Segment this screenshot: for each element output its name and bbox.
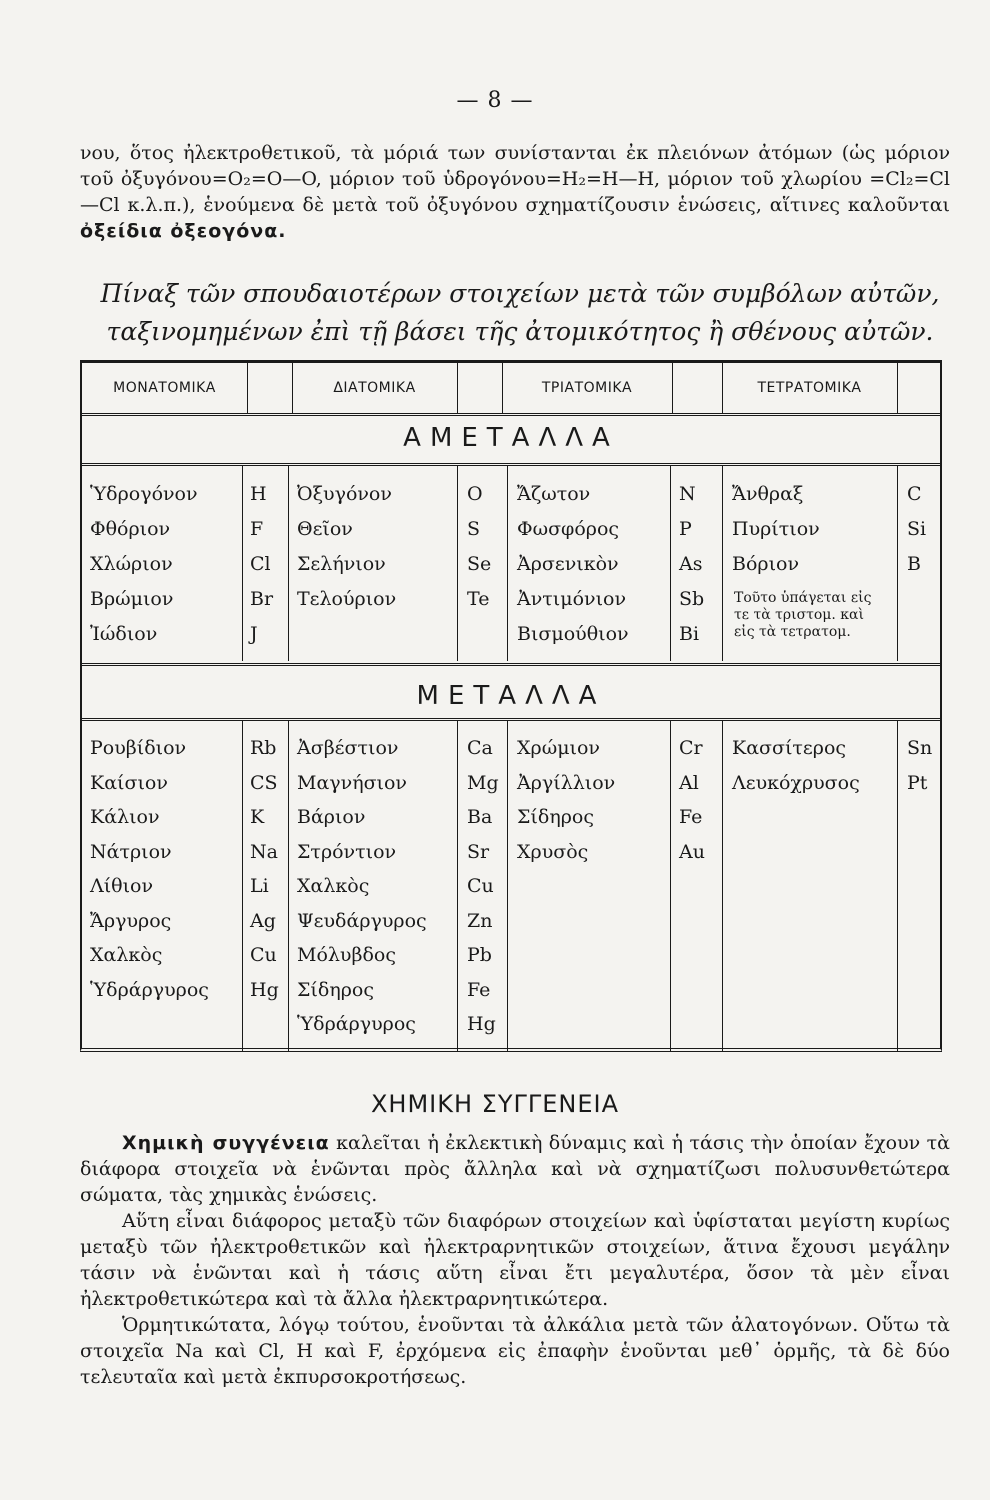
element-name: Ἀργίλλιον <box>517 771 616 794</box>
element-name: Ἄργυρος <box>90 909 172 932</box>
column-divider <box>722 721 723 1051</box>
element-name: Ἀντιμόνιον <box>517 588 627 610</box>
header-divider <box>292 363 293 413</box>
element-name: Ἰώδιον <box>90 623 158 645</box>
element-symbol: Na <box>250 840 278 863</box>
table-title-line-2: ταξινομημένων ἐπὶ τῇ βάσει τῆς ἀτομικότητος ἢ σθένους αὐτῶν. <box>106 317 934 346</box>
element-symbol: C <box>907 483 922 505</box>
element-symbol: P <box>679 518 692 540</box>
element-name: Κασσίτερος <box>732 737 847 759</box>
element-symbol: S <box>467 518 481 540</box>
element-symbol: Au <box>679 840 705 863</box>
element-symbol: F <box>250 518 264 540</box>
element-name: Φθόριον <box>90 518 171 540</box>
element-symbol: As <box>679 553 703 575</box>
element-symbol: Mg <box>467 771 499 794</box>
table-header-row <box>82 363 940 416</box>
tetratomic-note-line: εἰς τὰ τετρατομ. <box>734 624 851 640</box>
column-divider <box>288 721 289 1051</box>
paragraph-1 <box>80 1130 950 1208</box>
paragraph-1-term: Χημικὴ συγγένεια <box>122 1132 330 1154</box>
element-symbol: Hg <box>467 1013 496 1035</box>
element-name: Χρυσὸς <box>517 840 589 863</box>
intro-text: νου, ὅτος ἠλεκτροθετικοῦ, τὰ μόριά των συνίστανται ἐκ πλειόνων ἀτόμων (ὡς μόριον τοῦ ὀξυγόνου=O₂=O—O, μόριον τοῦ ὑδρογόνου=H₂=H—H, μόριον τοῦ χλωρίου =Cl₂=Cl—Cl κ.λ.π.), ἑνούμενα δὲ μετὰ τοῦ ὀξυγόνου σχηματίζουσιν ἑνώσεις, αἵτινες καλοῦνται <box>80 142 950 216</box>
header-divider <box>457 363 458 413</box>
section-heading: ΧΗΜΙΚΗ ΣΥΓΓΕΝΕΙΑ <box>370 1090 620 1118</box>
column-divider <box>242 466 243 661</box>
tetratomic-note-line: Τοῦτο ὑπάγεται εἰς <box>734 590 872 606</box>
intro-paragraph <box>80 140 950 244</box>
element-symbol: Zn <box>467 909 493 932</box>
header-monatomic: ΜΟΝΑΤΟΜΙΚΑ <box>113 380 216 396</box>
page-number: — 8 — <box>456 88 534 113</box>
element-name: Στρόντιον <box>297 840 397 863</box>
element-name: Ἄζωτον <box>517 483 591 505</box>
element-symbol: Se <box>467 553 492 575</box>
element-name: Ὑδράργυρος <box>297 1013 416 1035</box>
column-divider <box>897 721 898 1051</box>
column-divider <box>242 721 243 1051</box>
element-symbol: O <box>467 483 483 505</box>
element-symbol: B <box>907 553 921 575</box>
element-name: Ὀξυγόνον <box>297 483 392 505</box>
element-symbol: Sn <box>907 737 933 759</box>
element-symbol: Al <box>679 771 699 794</box>
paragraph-3: Ὁρμητικώτατα, λόγῳ τούτου, ἑνοῦνται τὰ ἀλκάλια μετὰ τῶν ἀλατογόνων. Οὕτω τὰ στοιχεῖα Na καὶ Cl, H καὶ F, ἐρχόμενα εἰς ἐπαφὴν ἑνοῦνται μεθ᾽ ὁρμῆς, τὰ δὲ δύο τελευταῖα καὶ μετὰ ἐκπυρσοκροτήσεως. <box>80 1314 950 1388</box>
element-name: Θεῖον <box>297 518 353 540</box>
element-symbol: H <box>250 483 267 505</box>
element-symbol: Pt <box>907 771 928 794</box>
element-symbol: Bi <box>679 623 700 645</box>
element-name: Ἀσβέστιον <box>297 737 399 759</box>
element-symbol: Fe <box>467 978 491 1001</box>
column-divider <box>722 466 723 661</box>
header-divider <box>502 363 503 413</box>
element-symbol: Te <box>467 588 490 610</box>
element-name: Νάτριον <box>90 840 172 863</box>
element-name: Ρουβίδιον <box>90 737 187 759</box>
element-symbol: Br <box>250 588 274 610</box>
table-title <box>100 275 940 351</box>
element-symbol: Sb <box>679 588 705 610</box>
metals-separator <box>82 718 940 721</box>
element-symbol: Cl <box>250 553 271 575</box>
intro-bold-term: ὀξείδια ὀξεογόνα. <box>80 220 287 242</box>
column-divider <box>457 721 458 1051</box>
element-symbol: J <box>250 623 258 645</box>
element-name: Βρώμιον <box>90 588 174 610</box>
table-title-line-1: Πίναξ τῶν σπουδαιοτέρων στοιχείων μετὰ τῶν συμβόλων αὐτῶν, <box>100 279 940 308</box>
element-symbol: Si <box>907 518 927 540</box>
header-divider <box>672 363 673 413</box>
element-name: Χαλκὸς <box>297 875 370 897</box>
paragraph-2: Αὕτη εἶναι διάφορος μεταξὺ τῶν διαφόρων στοιχείων καὶ ὑφίσταται μεγίστη κυρίως μεταξὺ τῶν ἠλεκτροθετικῶν καὶ ἠλεκτραρνητικῶν στοιχείων, ἅτινα ἔχουσι μεγάλην τάσιν νὰ ἑνῶνται καὶ ἡ τάσις αὕτη εἶναι ἔτι μεγαλυτέρα, ὅσον τὰ μὲν εἶναι ἠλεκτροθετικώτερα καὶ τὰ ἄλλα ἠλεκτραρνητικώτερα. <box>80 1210 950 1310</box>
element-symbol: Sr <box>467 840 490 863</box>
tetratomic-note-line: τε τὰ τριστομ. καὶ <box>734 607 864 623</box>
element-name: Λευκόχρυσος <box>732 771 860 794</box>
column-divider <box>507 466 508 661</box>
element-symbol: Cu <box>467 875 494 897</box>
element-name: Σελήνιον <box>297 553 386 575</box>
element-symbol: N <box>679 483 696 505</box>
element-name: Σίδηρος <box>297 978 374 1001</box>
element-symbol: Pb <box>467 944 492 966</box>
elements-table <box>80 360 942 1052</box>
element-symbol: K <box>250 806 265 828</box>
element-name: Χρώμιον <box>517 737 600 759</box>
nonmetals-separator <box>82 463 940 466</box>
element-name: Λίθιον <box>90 875 154 897</box>
element-name: Πυρίτιον <box>732 518 820 540</box>
paragraph-1-text: καλεῖται ἡ ἐκλεκτικὴ δύναμις καὶ ἡ τάσις τὴν ὁποίαν ἔχουν τὰ διάφορα στοιχεῖα νὰ ἑνῶνται πρὸς ἄλληλα καὶ νὰ σχηματίζωσι πολυσυνθετώτερα σώματα, τὰς χημικὰς ἑνώσεις. <box>80 1132 950 1206</box>
element-name: Βισμούθιον <box>517 623 629 645</box>
element-name: Φωσφόρος <box>517 518 620 540</box>
element-symbol: CS <box>250 771 278 794</box>
element-symbol: Li <box>250 875 269 897</box>
chemical-affinity-text <box>80 1130 950 1390</box>
element-name: Ὑδρογόνον <box>90 483 198 505</box>
element-name: Χλώριον <box>90 553 173 575</box>
element-symbol: Hg <box>250 978 279 1001</box>
column-divider <box>670 721 671 1051</box>
element-name: Ἀρσενικὸν <box>517 553 619 575</box>
element-symbol: Ca <box>467 737 493 759</box>
element-name: Ἄνθραξ <box>732 483 804 505</box>
element-name: Μόλυβδος <box>297 944 396 966</box>
element-name: Ὑδράργυρος <box>90 978 209 1001</box>
header-diatomic: ΔΙΑΤΟΜΙΚΑ <box>333 380 416 396</box>
element-name: Χαλκὸς <box>90 944 163 966</box>
column-divider <box>670 466 671 661</box>
element-symbol: Cu <box>250 944 277 966</box>
element-name: Βόριον <box>732 553 800 575</box>
element-name: Σίδηρος <box>517 806 594 828</box>
column-divider <box>288 466 289 661</box>
nonmetals-label: ΑΜΕΤΑΛΛΑ <box>403 423 619 453</box>
element-name: Βάριον <box>297 806 366 828</box>
element-symbol: Fe <box>679 806 703 828</box>
element-symbol: Rb <box>250 737 277 759</box>
header-divider <box>247 363 248 413</box>
header-tetratomic: ΤΕΤΡΑΤΟΜΙΚΑ <box>757 380 862 396</box>
element-name: Μαγνήσιον <box>297 771 407 794</box>
header-triatomic: ΤΡΙΑΤΟΜΙΚΑ <box>541 380 633 396</box>
element-name: Καίσιον <box>90 771 168 794</box>
element-name: Τελούριον <box>297 588 397 610</box>
element-symbol: Ag <box>250 909 276 932</box>
column-divider <box>897 466 898 661</box>
metals-separator-top <box>82 663 940 666</box>
column-divider <box>507 721 508 1051</box>
element-name: Ψευδάργυρος <box>297 909 427 932</box>
element-name: Κάλιον <box>90 806 160 828</box>
header-divider <box>897 363 898 413</box>
header-divider <box>722 363 723 413</box>
element-symbol: Cr <box>679 737 703 759</box>
column-divider <box>457 466 458 661</box>
element-symbol: Ba <box>467 806 493 828</box>
metals-label: ΜΕΤΑΛΛΑ <box>416 681 606 711</box>
